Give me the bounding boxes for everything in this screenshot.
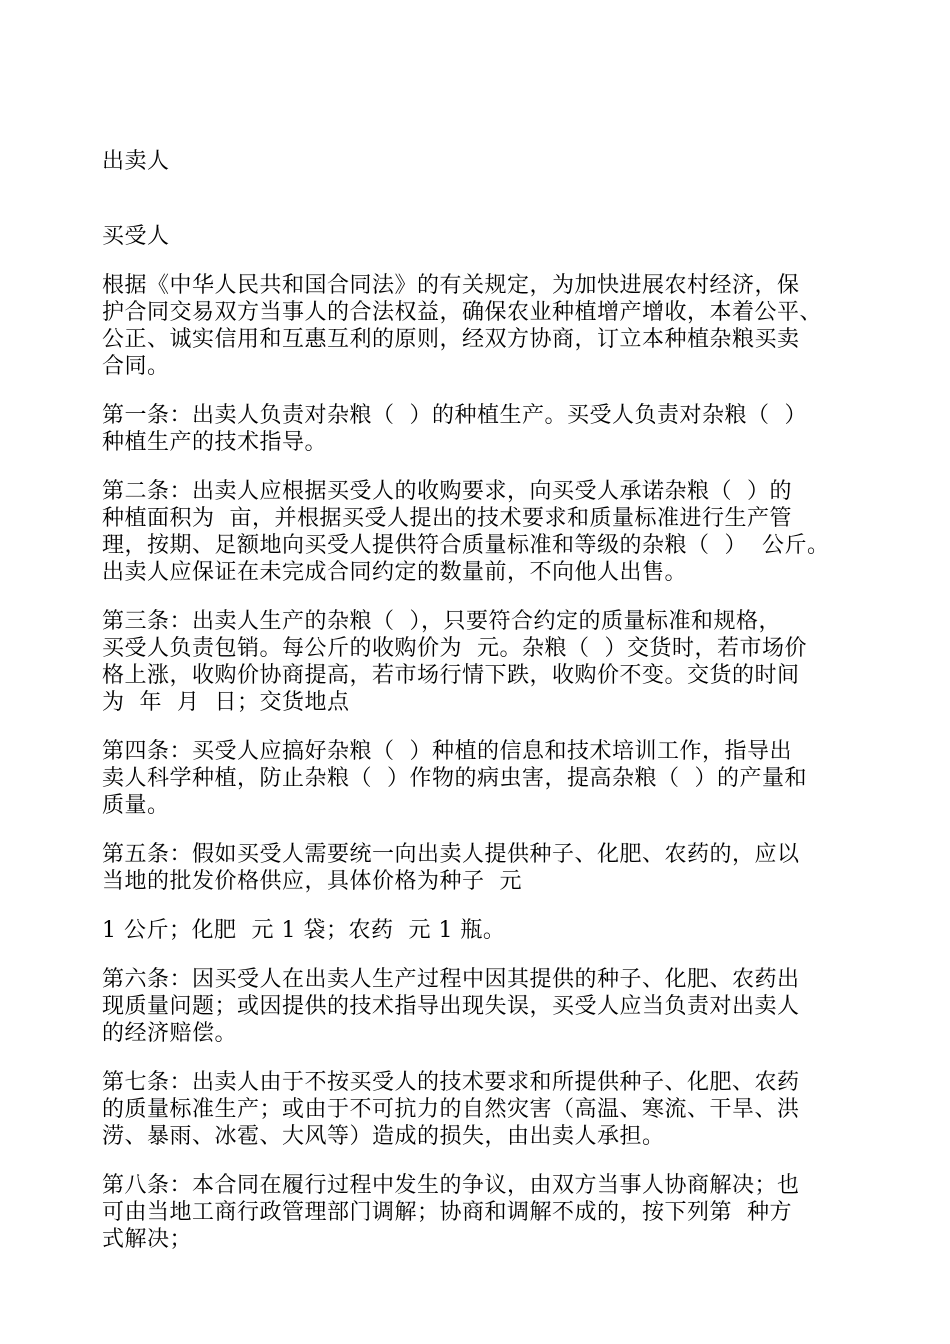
paragraph-line: 为 年 月 日；交货地点 — [102, 690, 350, 715]
paragraph-line: 式解决； — [102, 1227, 193, 1252]
contract-paragraph — [102, 272, 872, 380]
contract-paragraph — [102, 966, 872, 1047]
paragraph-line: 合同。 — [102, 354, 170, 379]
paragraph-line: 第二条：出卖人应根据买受人的收购要求，向买受人承诺杂粮（ ）的 — [102, 479, 792, 504]
seller-label: 出卖人 — [102, 149, 170, 174]
paragraph-line: 格上涨，收购价协商提高，若市场行情下跌，收购价不变。交货的时间 — [102, 663, 800, 688]
contract-paragraph — [102, 917, 872, 944]
contract-paragraph — [102, 841, 872, 895]
document-body — [102, 148, 872, 1275]
contract-paragraph — [102, 478, 872, 586]
buyer-label: 买受人 — [102, 224, 170, 249]
paragraph-line: 质量。 — [102, 793, 170, 818]
contract-paragraph — [102, 608, 872, 716]
contract-paragraph — [102, 1172, 872, 1253]
paragraph-line: 第四条：买受人应搞好杂粮（ ）种植的信息和技术培训工作，指导出 — [102, 739, 792, 764]
paragraph-line: 种植生产的技术指导。 — [102, 430, 328, 455]
paragraph-line: 现质量问题；或因提供的技术指导出现失误，买受人应当负责对出卖人 — [102, 994, 800, 1019]
paragraph-line: 1 公斤；化肥 元 1 袋；农药 元 1 瓶。 — [102, 918, 506, 943]
paragraph-line: 第七条：出卖人由于不按买受人的技术要求和所提供种子、化肥、农药 — [102, 1070, 800, 1095]
contract-paragraph — [102, 402, 872, 456]
paragraph-line: 第五条：假如买受人需要统一向出卖人提供种子、化肥、农药的，应以 — [102, 842, 800, 867]
paragraph-line: 卖人科学种植，防止杂粮（ ）作物的病虫害，提高杂粮（ ）的产量和 — [102, 766, 807, 791]
paragraph-line: 理，按期、足额地向买受人提供符合质量标准和等级的杂粮（ ） 公斤。 — [102, 533, 830, 558]
paragraph-line: 出卖人应保证在未完成合同约定的数量前，不向他人出售。 — [102, 560, 688, 585]
paragraph-line: 当地的批发价格供应，具体价格为种子 元 — [102, 869, 522, 894]
paragraph-line: 可由当地工商行政管理部门调解；协商和调解不成的，按下列第 种方 — [102, 1200, 792, 1225]
paragraph-line: 第八条：本合同在履行过程中发生的争议，由双方当事人协商解决；也 — [102, 1173, 800, 1198]
paragraph-line: 种植面积为 亩，并根据买受人提出的技术要求和质量标准进行生产管 — [102, 506, 792, 531]
paragraph-line: 公正、诚实信用和互惠互利的原则，经双方协商，订立本种植杂粮买卖 — [102, 327, 800, 352]
paragraph-line: 根据《中华人民共和国合同法》的有关规定，为加快进展农村经济，保 — [102, 273, 800, 298]
paragraph-line: 第六条：因买受人在出卖人生产过程中因其提供的种子、化肥、农药出 — [102, 967, 800, 992]
paragraph-line: 护合同交易双方当事人的合法权益，确保农业种植增产增收，本着公平、 — [102, 300, 823, 325]
paragraph-line: 的经济赔偿。 — [102, 1021, 238, 1046]
paragraph-line: 买受人负责包销。每公斤的收购价为 元。杂粮（ ）交货时，若市场价 — [102, 636, 807, 661]
contract-paragraph — [102, 1069, 872, 1150]
contract-paragraphs — [102, 272, 872, 1253]
paragraph-line: 第三条：出卖人生产的杂粮（ ），只要符合约定的质量标准和规格， — [102, 609, 781, 634]
paragraph-line: 的质量标准生产；或由于不可抗力的自然灾害（高温、寒流、干旱、洪 — [102, 1097, 800, 1122]
contract-paragraph — [102, 738, 872, 819]
paragraph-line: 第一条：出卖人负责对杂粮（ ）的种植生产。买受人负责对杂粮（ ） — [102, 403, 807, 428]
paragraph-line: 涝、暴雨、冰雹、大风等）造成的损失，由出卖人承担。 — [102, 1124, 665, 1149]
